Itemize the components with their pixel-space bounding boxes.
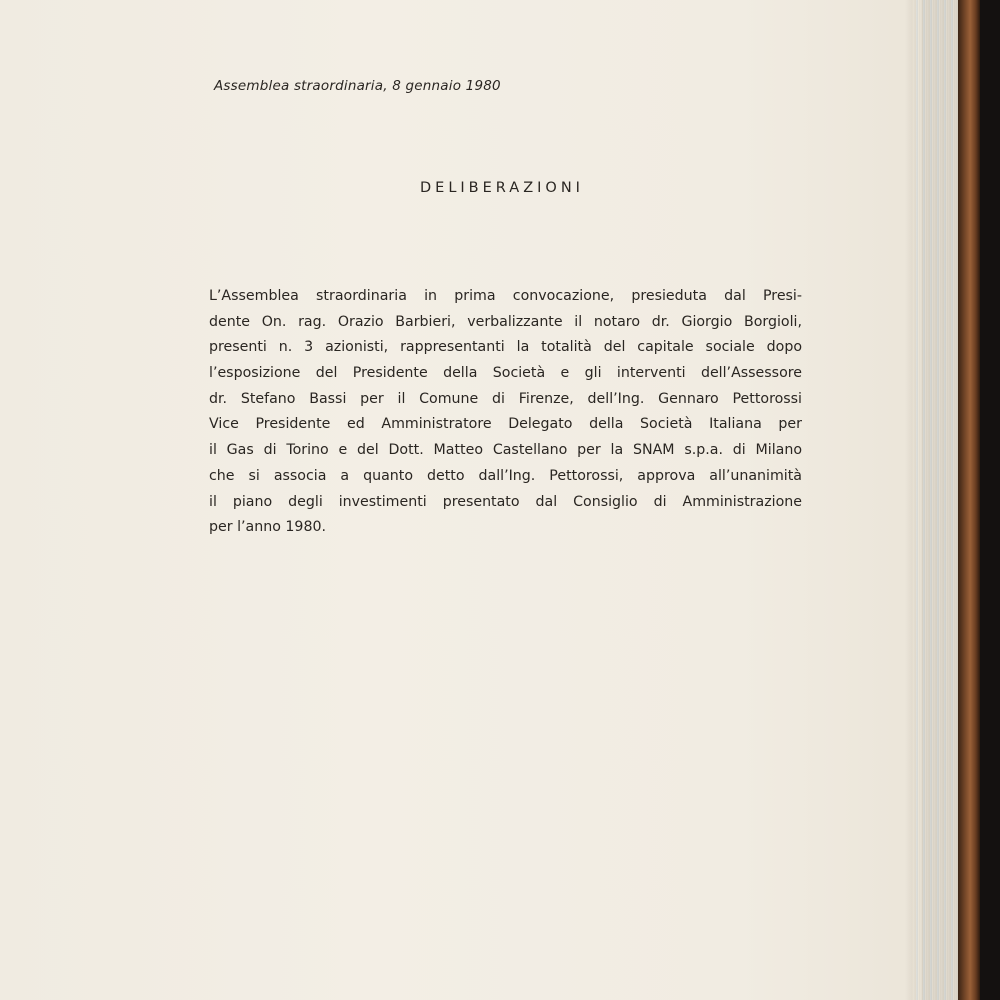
- paragraph-line: L’Assemblea straordinaria in prima convocazione, presieduta dal Presi-: [209, 288, 802, 304]
- stacked-page-edges: [912, 0, 958, 1000]
- paragraph-line: dr. Stefano Bassi per il Comune di Firenze, dell’Ing. Gennaro Pettorossi: [209, 390, 802, 407]
- paragraph-line: il Gas di Torino e del Dott. Matteo Castellano per la SNAM s.p.a. di Milano: [209, 442, 802, 459]
- paragraph-line: dente On. rag. Orazio Barbieri, verbalizzante il notaro dr. Giorgio Borgioli,: [209, 313, 802, 330]
- paragraph-line: che si associa a quanto detto dall’Ing. Pettorossi, approva all’unanimità: [209, 467, 802, 484]
- meeting-date-header: Assemblea straordinaria, 8 gennaio 1980: [214, 78, 501, 94]
- section-title: DELIBERAZIONI: [420, 180, 584, 196]
- dark-background: [980, 0, 1000, 1000]
- paragraph-line-last: per l’anno 1980.: [209, 519, 327, 536]
- paragraph-line: Vice Presidente ed Amministratore Delegato della Società Italiana per: [209, 416, 802, 433]
- paragraph-line: il piano degli investimenti presentato dal Consiglio di Amministrazione: [209, 493, 802, 510]
- resolution-paragraph: [209, 284, 802, 541]
- paragraph-line: presenti n. 3 azionisti, rappresentanti la totalità del capitale sociale dopo: [209, 339, 802, 356]
- leather-cover-edge: [958, 0, 980, 1000]
- paragraph-line: l’esposizione del Presidente della Società e gli interventi dell’Assessore: [209, 365, 802, 382]
